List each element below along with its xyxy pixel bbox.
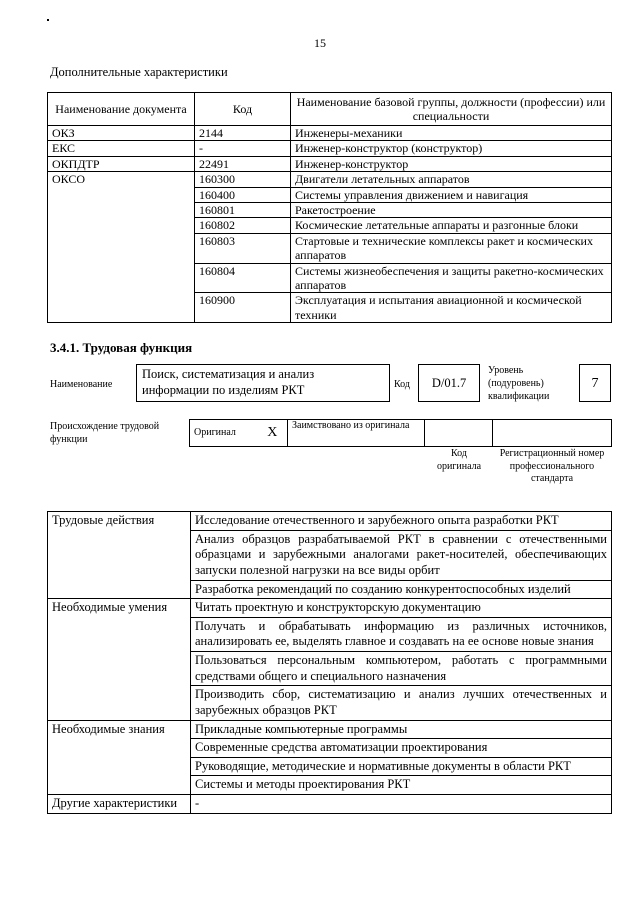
labor-function-heading: 3.4.1. Трудовая функция xyxy=(50,340,193,355)
code-cell: 160803 xyxy=(195,233,291,263)
scan-dot xyxy=(47,19,49,21)
doc-cell: ЕКС xyxy=(48,141,195,156)
doc-cell: ОКПДТР xyxy=(48,156,195,171)
original-code-caption: Код оригинала xyxy=(436,448,482,472)
doc-cell: ОКЗ xyxy=(48,126,195,141)
function-name-value: Поиск, систематизация и анализ информации по изделиям РКТ xyxy=(136,364,390,402)
borrowed-label: Заимствовано из оригинала xyxy=(288,420,425,447)
table-row xyxy=(48,126,612,141)
name-cell: Системы управления движением и навигация xyxy=(291,187,612,202)
table-row xyxy=(48,156,612,171)
table-row xyxy=(48,141,612,156)
labor-action-item: Анализ образцов разрабатываемой РКТ в сравнении с отечественными образцами и зарубежными аналогами ракет-носителей, обеспечивающих запуски полезной нагрузки на все виды орбит xyxy=(191,530,612,580)
code-cell: 160400 xyxy=(195,187,291,202)
qualification-level-label: Уровень (подуровень) квалификации xyxy=(488,365,550,402)
function-name-label: Наименование xyxy=(50,379,113,390)
function-origin-label: Происхождение трудовой функции xyxy=(50,421,160,445)
name-cell: Инженер-конструктор xyxy=(291,156,612,171)
table-row xyxy=(48,720,612,739)
table-row xyxy=(48,512,612,531)
registration-number-cell xyxy=(493,420,612,447)
labor-actions-label: Трудовые действия xyxy=(48,512,191,599)
name-cell: Ракетостроение xyxy=(291,202,612,217)
additional-characteristics-table xyxy=(47,92,612,323)
skill-item: Читать проектную и конструкторскую документацию xyxy=(191,599,612,618)
code-cell: 2144 xyxy=(195,126,291,141)
header-document-name: Наименование документа xyxy=(48,93,195,126)
table-row xyxy=(48,795,612,814)
additional-characteristics-title: Дополнительные характеристики xyxy=(50,65,228,79)
labor-function-details-table xyxy=(47,511,612,814)
code-cell: 160900 xyxy=(195,293,291,323)
function-code-label: Код xyxy=(394,379,410,390)
original-mark: X xyxy=(258,420,288,447)
name-cell: Стартовые и технические комплексы ракет и космических аппаратов xyxy=(291,233,612,263)
other-characteristics-label: Другие характеристики xyxy=(48,795,191,814)
code-cell: - xyxy=(195,141,291,156)
knowledge-item: Современные средства автоматизации проектирования xyxy=(191,739,612,758)
doc-cell-okso: ОКСО xyxy=(48,172,195,323)
original-code-cell xyxy=(425,420,493,447)
code-cell: 160804 xyxy=(195,263,291,293)
skill-item: Получать и обрабатывать информацию из различных источников, анализировать ее, выделять главное и создавать на ее основе новые знания xyxy=(191,617,612,651)
function-code-value: D/01.7 xyxy=(418,364,480,402)
code-cell: 22491 xyxy=(195,156,291,171)
other-characteristics-value: - xyxy=(191,795,612,814)
original-label: Оригинал xyxy=(190,420,258,447)
header-group-name: Наименование базовой группы, должности (профессии) или специальности xyxy=(291,93,612,126)
required-knowledge-label: Необходимые знания xyxy=(48,720,191,795)
knowledge-item: Прикладные компьютерные программы xyxy=(191,720,612,739)
name-cell: Эксплуатация и испытания авиационной и космической техники xyxy=(291,293,612,323)
knowledge-item: Руководящие, методические и нормативные документы в области РКТ xyxy=(191,757,612,776)
name-cell: Космические летательные аппараты и разгонные блоки xyxy=(291,218,612,233)
name-cell: Двигатели летательных аппаратов xyxy=(291,172,612,187)
labor-action-item: Исследование отечественного и зарубежного опыта разработки РКТ xyxy=(191,512,612,531)
required-skills-label: Необходимые умения xyxy=(48,599,191,720)
labor-action-item: Разработка рекомендаций по созданию конкурентоспособных изделий xyxy=(191,580,612,599)
table-header-row xyxy=(48,93,612,126)
registration-number-caption: Регистрационный номер профессионального стандарта xyxy=(499,448,605,484)
name-cell: Системы жизнеобеспечения и защиты ракетно-космических аппаратов xyxy=(291,263,612,293)
skill-item: Производить сбор, систематизацию и анализ лучших отечественных и зарубежных образцов РКТ xyxy=(191,686,612,720)
origin-row xyxy=(190,420,612,447)
header-code: Код xyxy=(195,93,291,126)
origin-table xyxy=(189,419,612,447)
table-row xyxy=(48,599,612,618)
qualification-level-value: 7 xyxy=(579,364,611,402)
code-cell: 160300 xyxy=(195,172,291,187)
code-cell: 160802 xyxy=(195,218,291,233)
table-row xyxy=(48,172,612,187)
knowledge-item: Системы и методы проектирования РКТ xyxy=(191,776,612,795)
skill-item: Пользоваться персональным компьютером, работать с программными средствами общего и специального назначения xyxy=(191,652,612,686)
name-cell: Инженер-конструктор (конструктор) xyxy=(291,141,612,156)
page-number: 15 xyxy=(314,36,326,50)
name-cell: Инженеры-механики xyxy=(291,126,612,141)
code-cell: 160801 xyxy=(195,202,291,217)
